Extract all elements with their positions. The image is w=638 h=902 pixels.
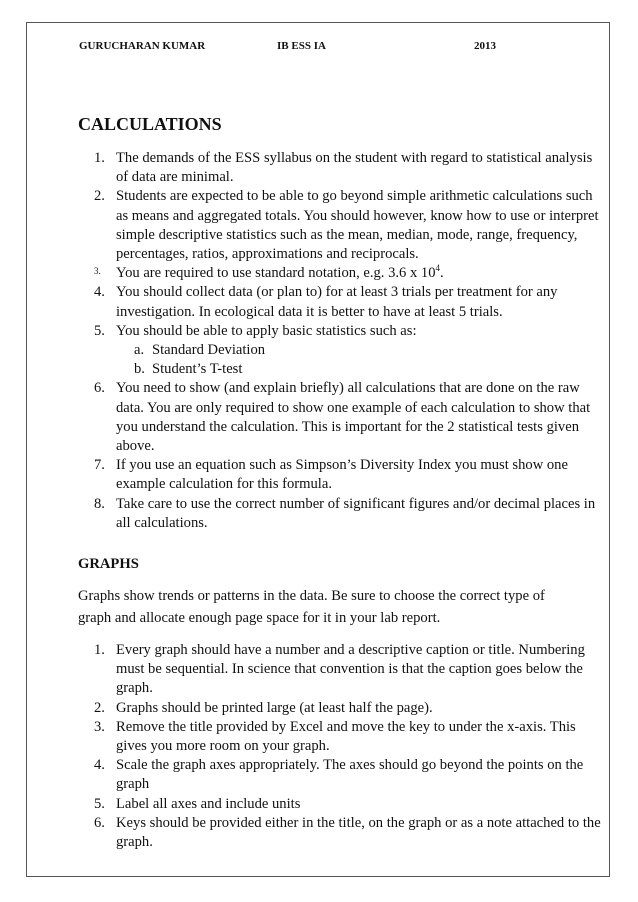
item-number: 4.: [94, 284, 105, 301]
item-text: Graphs should be printed large (at least half the page).: [116, 699, 433, 716]
item-text: Remove the title provided by Excel and move the key to under the x-axis. This gives you more room on your graph.: [116, 718, 576, 755]
item-text-end: .: [440, 265, 444, 282]
list-item: [80, 795, 606, 814]
list-item: [80, 322, 606, 380]
graphs-intro: Graphs show trends or patterns in the data. Be sure to choose the correct type of graph and allocate enough page space for it in your lab report.: [78, 588, 545, 626]
graphs-list: [80, 641, 606, 852]
sub-item-text: Student’s T-test: [152, 361, 243, 378]
list-item: [80, 756, 606, 794]
item-number: 5.: [94, 795, 105, 812]
list-item: [80, 456, 606, 494]
item-number: 6.: [94, 380, 105, 397]
list-item: [80, 641, 606, 699]
item-number: 1.: [94, 642, 105, 658]
item-number: 8.: [94, 495, 105, 512]
item-text: The demands of the ESS syllabus on the student with regard to statistical analysis of data are minimal.: [116, 150, 593, 186]
item-number: 7.: [94, 457, 105, 474]
sub-list-item: [134, 360, 606, 379]
sub-item-text: Standard Deviation: [152, 342, 266, 359]
list-item: [80, 264, 606, 283]
item-number: 3.: [94, 266, 101, 277]
item-number: 1.: [94, 150, 105, 166]
item-text: Students are expected to be able to go beyond simple arithmetic calculations such as means and aggregated totals. You should however, know how to use or interpret simple descriptive statistics such as the mean, median, mode, range, frequency, percentages, ratios, approximations and reciprocals.: [116, 188, 599, 263]
item-number: 3.: [94, 718, 105, 735]
item-number: 6.: [94, 814, 105, 831]
calculations-heading: CALCULATIONS: [78, 114, 222, 134]
item-text: Keys should be provided either in the title, on the graph or as a note attached to the graph.: [116, 814, 601, 851]
sub-list: [116, 341, 606, 379]
graphs-heading: GRAPHS: [78, 556, 139, 572]
list-item: [80, 699, 606, 718]
item-text: If you use an equation such as Simpson’s Diversity Index you must show one example calculation for this formula.: [116, 457, 568, 493]
calculations-list: [80, 149, 606, 533]
list-item: [80, 283, 606, 321]
item-number: 2.: [94, 188, 105, 205]
list-item: [80, 495, 606, 533]
list-item: [80, 814, 606, 852]
item-text: You should collect data (or plan to) for at least 3 trials per treatment for any investigation. In ecological data it is better to have at least 5 trials.: [116, 284, 558, 320]
item-number: 4.: [94, 757, 105, 774]
header-year: 2013: [474, 40, 496, 52]
sub-list-item: [134, 341, 606, 360]
item-text: Label all axes and include units: [116, 795, 301, 812]
sub-item-letter: b.: [134, 361, 145, 378]
list-item: [80, 718, 606, 756]
item-text: Take care to use the correct number of significant figures and/or decimal places in all calculations.: [116, 495, 596, 531]
item-text: You should be able to apply basic statistics such as:: [116, 322, 417, 339]
item-number: 2.: [94, 699, 105, 716]
item-text: Scale the graph axes appropriately. The axes should go beyond the points on the graph: [116, 757, 584, 793]
exponent: 4: [435, 263, 441, 274]
item-number: 5.: [94, 322, 105, 339]
list-item: [80, 149, 606, 187]
item-text: You need to show (and explain briefly) all calculations that are done on the raw data. You are only required to show one example of each calculation to show that you understand the calculation. This is important for the 2 statistical tests given above.: [116, 380, 591, 455]
item-text: Every graph should have a number and a descriptive caption or title. Numbering must be sequential. In science that convention is that the caption goes below the graph.: [116, 642, 585, 697]
header-author: GURUCHARAN KUMAR: [79, 40, 206, 52]
page-header: [79, 40, 499, 56]
list-item: [80, 379, 606, 456]
header-course: IB ESS IA: [277, 40, 326, 52]
item-text: You are required to use standard notation, e.g. 3.6 x 10: [116, 265, 436, 282]
sub-item-letter: a.: [134, 342, 145, 359]
list-item: [80, 187, 606, 264]
